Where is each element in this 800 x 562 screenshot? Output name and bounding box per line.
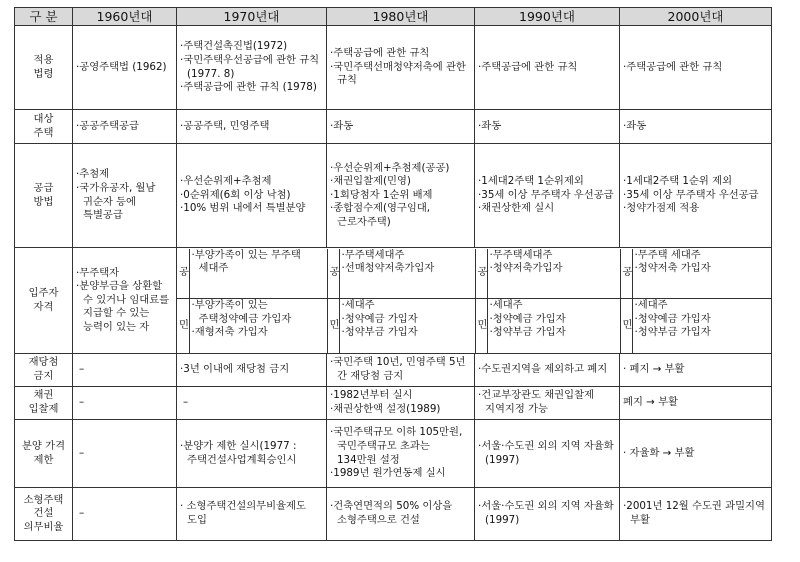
cell-line: ·채권입찰제(민영): [330, 175, 411, 188]
cell-line: ·세대주: [341, 299, 375, 311]
row-law: [15, 26, 772, 110]
cell-line: ·무주택 세대주: [634, 248, 701, 261]
row-label-rewin: 재당첨 금지: [15, 354, 73, 387]
cell-price-1970: [177, 420, 327, 488]
row-qualification: [15, 248, 772, 354]
cell-line: · 폐지 → 부활: [623, 363, 685, 376]
cell-law-1980: [327, 26, 475, 110]
public-marker: 공: [327, 249, 339, 299]
header-1990s: 1990년대: [475, 8, 620, 26]
cell-qual-1990-public: [487, 249, 620, 299]
cell-line: ·무주택세대주: [341, 248, 405, 261]
cell-line: · 소형주택건설의무비율제도 도입: [180, 500, 306, 526]
cell-line: ·선매청약저축가입자: [341, 262, 435, 275]
header-1980s: 1980년대: [327, 8, 475, 26]
cell-line: ·분양가 제한 실시(1977 : 주택건설사업계획승인시: [180, 439, 297, 466]
cell-method-1980: [327, 144, 475, 248]
cell-line: ·청약예금 가입자: [341, 312, 418, 325]
cell-target-2000: [620, 110, 772, 144]
cell-line: ·채권상한액 설정(1989): [330, 403, 441, 415]
cell-price-1990: [475, 420, 620, 488]
row-rewin: [15, 354, 772, 387]
cell-price-1960: –: [73, 420, 177, 488]
cell-qual-1970-public: [189, 249, 327, 299]
cell-line: ·1989년 원가연동제 실시: [330, 467, 446, 480]
cell-line: ·청약가점제 적용: [623, 202, 700, 215]
header-row: [15, 8, 772, 26]
cell-line: ·청약예금 가입자: [489, 312, 566, 325]
cell-line: 폐지 → 부활: [623, 396, 678, 409]
cell-line: ·1세대2주택 1순위 제외: [623, 175, 733, 188]
cell-method-1990: [475, 144, 620, 248]
public-marker: 공: [620, 249, 632, 299]
cell-line: ·세대주: [489, 299, 523, 311]
cell-line: ·주택공급에 관한 규칙: [330, 47, 430, 60]
cell-method-1970: [177, 144, 327, 248]
cell-rewin-1960: –: [73, 354, 177, 387]
cell-line: ·수도권지역을 제외하고 폐지: [478, 363, 608, 376]
cell-target-1990: [475, 110, 620, 144]
cell-line: ·종합점수제(영구임대, 근로자주택): [330, 202, 431, 228]
cell-line: ·국민주택규모 이하 105만원, 국민주택규모 초과는 134만원 설정: [330, 426, 463, 466]
cell-line: ·청약저축 가입자: [634, 262, 711, 275]
policy-table-container: [14, 7, 771, 541]
cell-small-2000: [620, 488, 772, 541]
cell-qual-1960: [73, 248, 177, 354]
row-label-qualification: 입주자 자격: [15, 248, 73, 354]
cell-line: ·1세대2주택 1순위제외: [478, 175, 584, 188]
cell-line: ·국민주택 10년, 민영주택 5년 간 재당첨 금지: [330, 356, 466, 382]
row-label-price: 분양 가격 제한: [15, 420, 73, 488]
cell-qual-2000-private: [632, 299, 772, 353]
cell-line: ·공영주택법 (1962): [76, 60, 167, 73]
row-label-method: 공급 방법: [15, 144, 73, 248]
header-1960s: 1960년대: [73, 8, 177, 26]
cell-line: ·건축연면적의 50% 이상을 소형주택으로 건설: [330, 500, 453, 526]
cell-line: ·주택공급에 관한 규칙: [623, 60, 723, 73]
cell-line: ·좌동: [330, 119, 354, 132]
cell-line: ·청약부금 가입자: [489, 326, 566, 339]
cell-line: ·1982년부터 실시: [330, 389, 413, 402]
row-label-small: 소형주택 건설 의무비율: [15, 488, 73, 541]
cell-bond-1970: –: [177, 387, 327, 420]
row-price: [15, 420, 772, 488]
housing-supply-policy-table: [14, 7, 772, 541]
cell-small-1980: [327, 488, 475, 541]
cell-bond-1990: [475, 387, 620, 420]
cell-line: ·청약예금 가입자: [634, 312, 711, 325]
cell-law-1990: [475, 26, 620, 110]
cell-small-1960: –: [73, 488, 177, 541]
cell-line: ·세대주: [634, 299, 668, 311]
cell-line: ·2001년 12월 수도권 과밀지역 부활: [623, 500, 765, 526]
cell-line: ·청약저축가입자: [489, 262, 563, 275]
qual-private-row: [177, 299, 772, 353]
cell-line: ·청약부금 가입자: [341, 326, 418, 339]
row-method: [15, 144, 772, 248]
cell-target-1970: [177, 110, 327, 144]
cell-small-1990: [475, 488, 620, 541]
cell-line: ·우선순위제+추첨제: [180, 175, 272, 188]
cell-line: ·좌동: [478, 119, 502, 132]
cell-qual-1980-private: [339, 299, 475, 353]
cell-rewin-1990: [475, 354, 620, 387]
cell-line: ·무주택자: [76, 266, 120, 279]
cell-line: ·주택건설촉진법(1972): [180, 40, 288, 53]
public-marker: 공: [475, 249, 487, 299]
cell-qual-1980-public: [339, 249, 475, 299]
private-marker: 민: [177, 299, 189, 353]
cell-line: ·주택공급에 관한 규칙 (1978): [180, 81, 317, 94]
cell-line: ·좌동: [623, 119, 647, 132]
cell-method-2000: [620, 144, 772, 248]
cell-line: ·분양부금을 상환할 수 있거나 임대료를 지급할 수 있는 능력이 있는 자: [76, 280, 170, 333]
cell-bond-2000: [620, 387, 772, 420]
cell-line: ·재형저축 가입자: [191, 326, 268, 339]
cell-line: ·서울·수도권 외의 지역 자율화(1997): [478, 500, 614, 526]
header-2000s: 2000년대: [620, 8, 772, 26]
row-label-target: 대상 주택: [15, 110, 73, 144]
cell-line: ·주택공급에 관한 규칙: [478, 60, 578, 73]
row-bond: [15, 387, 772, 420]
cell-line: ·10% 범위 내에서 특별분양: [180, 202, 306, 215]
row-label-bond: 채권 입찰제: [15, 387, 73, 420]
cell-line: ·부양가족이 있는 주택청약예금 가입자: [191, 299, 292, 325]
private-marker: 민: [620, 299, 632, 353]
cell-target-1980: [327, 110, 475, 144]
cell-line: ·건교부장관도 채권입찰제 지역지정 가능: [478, 389, 594, 415]
cell-line: ·국민주택우선공급에 관한 규칙(1977. 8): [180, 53, 320, 80]
cell-law-2000: [620, 26, 772, 110]
cell-qual-2000-public: [632, 249, 772, 299]
cell-line: ·서울·수도권 외의 지역 자율화(1997): [478, 439, 614, 466]
cell-small-1970: [177, 488, 327, 541]
cell-line: ·부양가족이 있는 무주택 세대주: [191, 248, 301, 275]
cell-rewin-1980: [327, 354, 475, 387]
qual-subtable: [177, 249, 772, 353]
cell-law-1960: [73, 26, 177, 110]
cell-line: ·35세 이상 무주택자 우선공급: [623, 188, 759, 201]
cell-line: ·무주택세대주: [489, 248, 553, 261]
row-label-law: 적용 법령: [15, 26, 73, 110]
cell-rewin-2000: [620, 354, 772, 387]
cell-line: ·0순위제(6회 이상 낙첨): [180, 188, 291, 201]
qual-public-row: [177, 249, 772, 299]
public-marker: 공: [177, 249, 189, 299]
cell-line: ·공공주택공급: [76, 119, 139, 132]
cell-line: ·1회당첨자 1순위 배제: [330, 188, 433, 201]
cell-line: ·국가유공자, 월남 귀순자 등에 특별공급: [76, 181, 156, 222]
cell-target-1960: [73, 110, 177, 144]
cell-bond-1980: [327, 387, 475, 420]
cell-line: ·추첨제: [76, 168, 110, 181]
cell-line: · 자율화 → 부활: [623, 446, 695, 459]
cell-line: ·우선순위제+추첨제(공공): [330, 161, 450, 174]
row-target: [15, 110, 772, 144]
private-marker: 민: [475, 299, 487, 353]
cell-law-1970: [177, 26, 327, 110]
cell-rewin-1970: [177, 354, 327, 387]
cell-line: ·청약부금 가입자: [634, 326, 711, 339]
header-1970s: 1970년대: [177, 8, 327, 26]
cell-line: ·채권상한제 실시: [478, 202, 555, 215]
cell-qual-1970-private: [189, 299, 327, 353]
cell-price-2000: [620, 420, 772, 488]
header-category: 구 분: [15, 8, 73, 26]
row-small: [15, 488, 772, 541]
private-marker: 민: [327, 299, 339, 353]
cell-line: ·3년 이내에 재당첨 금지: [180, 363, 290, 376]
cell-bond-1960: –: [73, 387, 177, 420]
cell-line: ·국민주택선매청약저축에 관한 규칙: [330, 60, 466, 87]
cell-qual-1970-2000: [177, 248, 772, 354]
cell-qual-1990-private: [487, 299, 620, 353]
cell-method-1960: [73, 144, 177, 248]
cell-price-1980: [327, 420, 475, 488]
cell-line: ·35세 이상 무주택자 우선공급: [478, 188, 614, 201]
cell-line: ·공공주택, 민영주택: [180, 119, 270, 132]
